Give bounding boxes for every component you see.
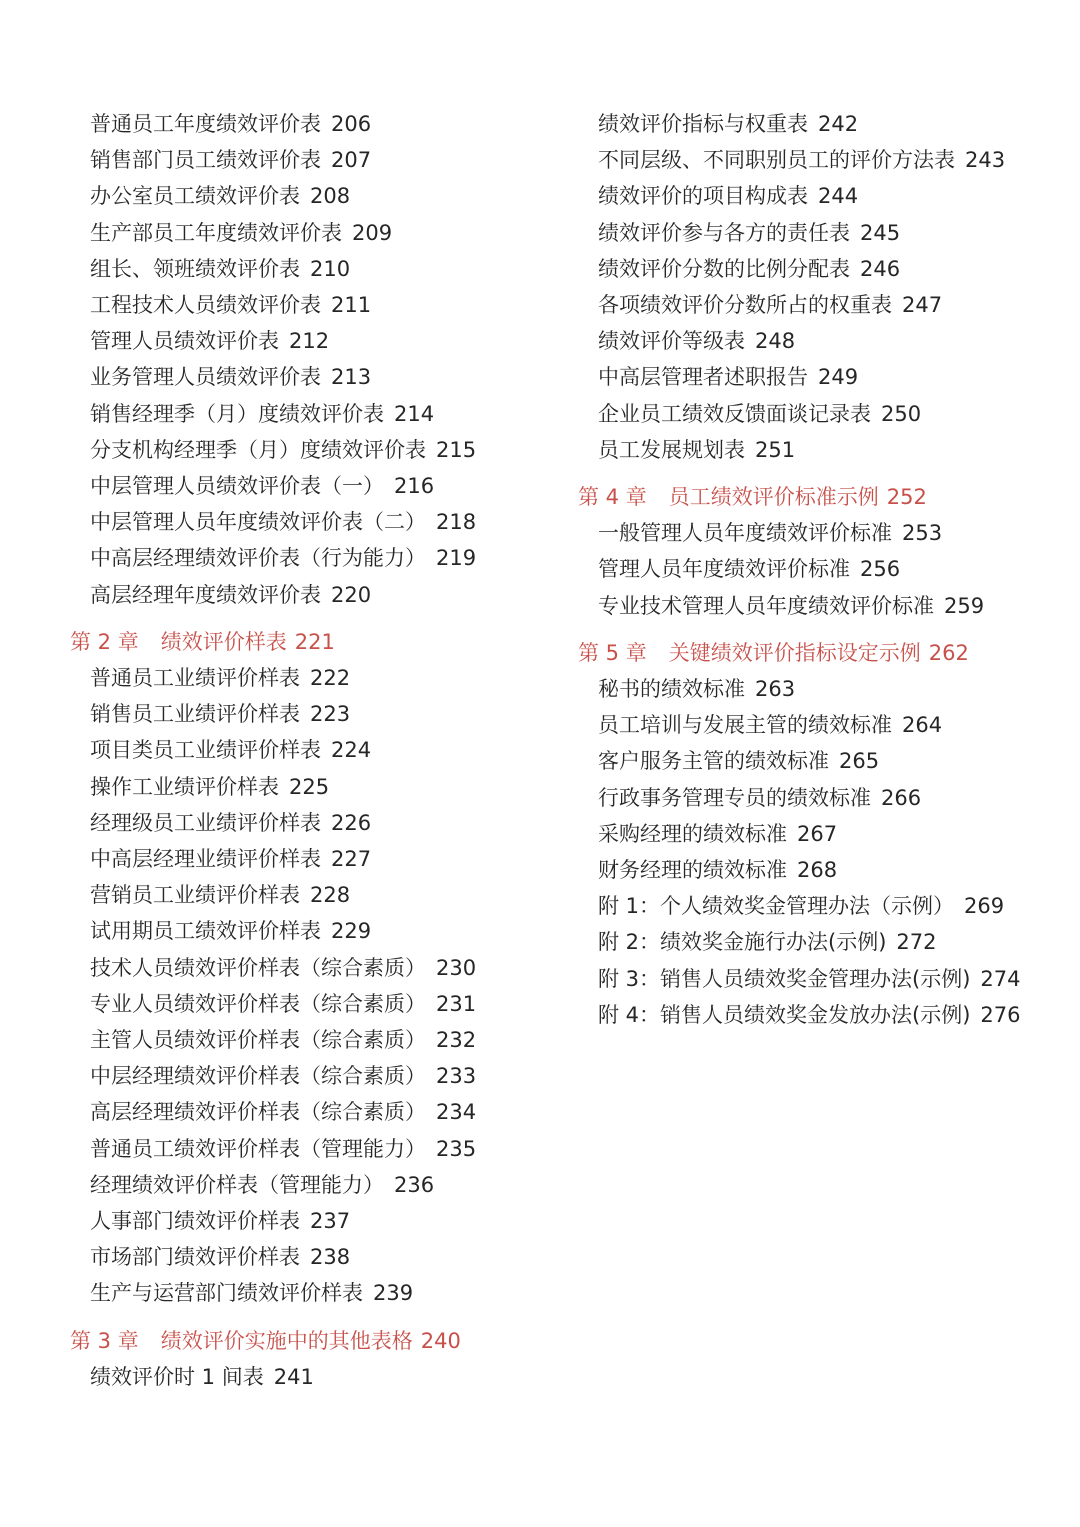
entry-page-number: 276	[980, 1002, 1021, 1027]
toc-entry[interactable]	[90, 916, 371, 946]
toc-entry[interactable]	[90, 1097, 476, 1127]
entry-title: 市场部门绩效评价样表	[90, 1245, 300, 1270]
toc-entry[interactable]	[598, 891, 1004, 921]
entry-title: 企业员工绩效反馈面谈记录表	[598, 401, 871, 426]
entry-title: 中高层经理绩效评价表（行为能力）	[90, 546, 426, 571]
entry-title: 项目类员工业绩评价样表	[90, 738, 321, 763]
entry-title: 工程技术人员绩效评价表	[90, 293, 321, 317]
entry-title: 采购经理的绩效标准	[598, 821, 787, 846]
entry-page-number: 211	[331, 293, 372, 317]
entry-page-number: 248	[755, 329, 796, 354]
entry-page-number: 267	[797, 821, 838, 846]
entry-page-number: 223	[310, 702, 351, 727]
entry-page-number: 224	[331, 738, 372, 763]
entry-page-number: 250	[881, 401, 922, 426]
entry-title: 销售经理季（月）度绩效评价表	[90, 401, 384, 426]
entry-title: 绩效评价时 1 间表	[90, 1364, 264, 1389]
entry-title: 管理人员绩效评价表	[90, 329, 279, 354]
entry-title: 绩效评价的项目构成表	[598, 184, 808, 209]
entry-title: 高层经理绩效评价样表（综合素质）	[90, 1100, 426, 1125]
chapter-page-number: 240	[420, 1328, 461, 1353]
entry-page-number: 212	[289, 329, 330, 354]
entry-page-number: 227	[331, 847, 372, 871]
entry-title: 办公室员工绩效评价表	[90, 184, 300, 209]
entry-page-number: 208	[310, 184, 351, 209]
toc-entry[interactable]	[598, 554, 900, 584]
entry-title: 员工培训与发展主管的绩效标准	[598, 713, 892, 738]
entry-page-number: 219	[436, 546, 477, 571]
toc-entry[interactable]	[90, 1134, 476, 1164]
entry-page-number: 225	[289, 774, 330, 799]
entry-page-number: 213	[331, 365, 372, 390]
toc-entry[interactable]	[598, 855, 837, 885]
chapter-number: 第 2 章	[70, 629, 139, 654]
toc-entry[interactable]	[90, 1061, 476, 1091]
entry-page-number: 272	[896, 930, 937, 955]
toc-entry[interactable]	[598, 783, 921, 813]
toc-entry[interactable]	[598, 819, 837, 849]
toc-entry[interactable]	[90, 1362, 314, 1392]
toc-entry[interactable]	[598, 518, 942, 548]
entry-title: 绩效评价等级表	[598, 329, 745, 354]
entry-page-number: 209	[352, 220, 393, 245]
toc-chapter-heading[interactable]	[70, 1326, 461, 1356]
toc-entry[interactable]	[598, 927, 937, 957]
entry-title: 管理人员年度绩效评价标准	[598, 557, 850, 582]
entry-title: 附 3：销售人员绩效奖金管理办法(示例)	[598, 966, 971, 991]
entry-title: 普通员工年度绩效评价表	[90, 112, 321, 136]
toc-entry[interactable]	[598, 710, 942, 740]
chapter-title: 绩效评价样表	[160, 629, 287, 654]
entry-title: 员工发展规划表	[598, 437, 745, 462]
entry-page-number: 238	[310, 1245, 351, 1270]
toc-entry[interactable]	[598, 1000, 1021, 1030]
entry-title: 营销员工业绩评价样表	[90, 883, 300, 908]
toc-entry[interactable]	[90, 844, 371, 874]
entry-page-number: 269	[964, 894, 1005, 919]
entry-title: 客户服务主管的绩效标准	[598, 749, 829, 774]
toc-entry[interactable]	[598, 399, 921, 429]
toc-entry[interactable]	[90, 109, 371, 139]
entry-page-number: 264	[902, 713, 943, 738]
entry-page-number: 222	[310, 666, 351, 690]
chapter-page-number: 221	[294, 629, 335, 654]
entry-page-number: 239	[373, 1281, 414, 1306]
entry-title: 中层管理人员绩效评价表（一）	[90, 474, 384, 498]
entry-title: 附 1：个人绩效奖金管理办法（示例）	[598, 894, 955, 919]
entry-title: 人事部门绩效评价样表	[90, 1209, 300, 1233]
entry-page-number: 265	[839, 749, 880, 774]
toc-chapter-heading[interactable]	[70, 627, 335, 657]
entry-title: 专业技术管理人员年度绩效评价标准	[598, 593, 934, 618]
toc-entry[interactable]	[598, 290, 942, 320]
entry-title: 绩效评价指标与权重表	[598, 112, 808, 136]
entry-page-number: 249	[818, 365, 859, 390]
chapter-title: 关键绩效评价指标设定示例	[668, 640, 921, 665]
toc-entry[interactable]	[90, 1242, 350, 1272]
toc-entry[interactable]	[90, 362, 371, 392]
entry-title: 销售员工业绩评价样表	[90, 702, 300, 727]
entry-page-number: 274	[980, 966, 1021, 991]
toc-entry[interactable]	[598, 218, 900, 248]
toc-entry[interactable]	[598, 964, 1021, 994]
entry-page-number: 218	[436, 510, 477, 535]
entry-page-number: 242	[818, 112, 859, 136]
entry-title: 经理级员工业绩评价样表	[90, 810, 321, 835]
entry-title: 中高层经理业绩评价样表	[90, 847, 321, 871]
toc-entry[interactable]	[90, 953, 476, 983]
entry-page-number: 232	[436, 1028, 477, 1052]
toc-entry[interactable]	[90, 1278, 413, 1308]
chapter-number: 第 4 章	[578, 485, 647, 509]
entry-title: 生产部员工年度绩效评价表	[90, 220, 342, 245]
toc-entry[interactable]	[90, 880, 350, 910]
entry-page-number: 233	[436, 1064, 477, 1089]
entry-title: 技术人员绩效评价样表（综合素质）	[90, 955, 426, 980]
entry-title: 一般管理人员年度绩效评价标准	[598, 521, 892, 546]
entry-title: 各项绩效评价分数所占的权重表	[598, 293, 892, 317]
toc-entry[interactable]	[90, 772, 329, 802]
entry-title: 普通员工绩效评价样表（管理能力）	[90, 1136, 426, 1161]
entry-page-number: 207	[331, 148, 372, 173]
entry-title: 行政事务管理专员的绩效标准	[598, 785, 871, 810]
entry-page-number: 226	[331, 810, 372, 835]
toc-entry[interactable]	[598, 145, 1005, 175]
entry-page-number: 243	[965, 148, 1006, 173]
entry-page-number: 256	[860, 557, 901, 582]
entry-page-number: 247	[902, 293, 943, 317]
entry-page-number: 244	[818, 184, 859, 209]
entry-page-number: 229	[331, 919, 372, 944]
entry-page-number: 235	[436, 1136, 477, 1161]
entry-page-number: 245	[860, 220, 901, 245]
entry-title: 组长、领班绩效评价表	[90, 256, 300, 281]
entry-title: 销售部门员工绩效评价表	[90, 148, 321, 173]
entry-page-number: 237	[310, 1209, 351, 1233]
entry-title: 中层经理绩效评价样表（综合素质）	[90, 1064, 426, 1089]
toc-entry[interactable]	[90, 580, 371, 610]
toc-entry[interactable]	[598, 591, 984, 621]
entry-title: 附 4：销售人员绩效奖金发放办法(示例)	[598, 1002, 971, 1027]
entry-page-number: 268	[797, 858, 838, 882]
entry-title: 业务管理人员绩效评价表	[90, 365, 321, 390]
chapter-number: 第 3 章	[70, 1328, 139, 1353]
toc-entry[interactable]	[598, 326, 795, 356]
entry-page-number: 214	[394, 401, 435, 426]
entry-title: 绩效评价分数的比例分配表	[598, 256, 850, 281]
entry-title: 高层经理年度绩效评价表	[90, 582, 321, 607]
entry-page-number: 266	[881, 785, 922, 810]
entry-title: 财务经理的绩效标准	[598, 858, 787, 882]
entry-page-number: 259	[944, 593, 985, 618]
entry-title: 不同层级、不同职别员工的评价方法表	[598, 148, 955, 173]
entry-page-number: 215	[436, 437, 477, 462]
entry-page-number: 220	[331, 582, 372, 607]
toc-entry[interactable]	[90, 507, 476, 537]
entry-title: 试用期员工绩效评价样表	[90, 919, 321, 944]
chapter-page-number: 262	[928, 640, 969, 665]
toc-entry[interactable]	[598, 109, 858, 139]
toc-entry[interactable]	[90, 543, 476, 573]
toc-entry[interactable]	[90, 435, 476, 465]
toc-entry[interactable]	[90, 326, 329, 356]
entry-page-number: 216	[394, 474, 435, 498]
toc-entry[interactable]	[598, 181, 858, 211]
toc-entry[interactable]	[90, 663, 350, 693]
entry-page-number: 251	[755, 437, 796, 462]
entry-page-number: 228	[310, 883, 351, 908]
toc-entry[interactable]	[90, 1206, 350, 1236]
toc-entry[interactable]	[90, 399, 434, 429]
toc-entry[interactable]	[90, 254, 350, 284]
toc-entry[interactable]	[90, 290, 371, 320]
toc-entry[interactable]	[90, 735, 371, 765]
entry-page-number: 253	[902, 521, 943, 546]
entry-title: 专业人员绩效评价样表（综合素质）	[90, 991, 426, 1016]
chapter-number: 第 5 章	[578, 640, 647, 665]
toc-entry[interactable]	[90, 218, 392, 248]
entry-title: 附 2：绩效奖金施行办法(示例)	[598, 930, 887, 955]
toc-entry[interactable]	[598, 254, 900, 284]
toc-chapter-heading[interactable]	[578, 638, 969, 668]
entry-title: 分支机构经理季（月）度绩效评价表	[90, 437, 426, 462]
entry-page-number: 236	[394, 1172, 435, 1197]
entry-page-number: 234	[436, 1100, 477, 1125]
chapter-title: 员工绩效评价标准示例	[668, 485, 879, 509]
toc-entry[interactable]	[90, 471, 434, 501]
chapter-title: 绩效评价实施中的其他表格	[160, 1328, 413, 1353]
entry-title: 中高层管理者述职报告	[598, 365, 808, 390]
entry-title: 操作工业绩评价样表	[90, 774, 279, 799]
toc-chapter-heading[interactable]	[578, 482, 927, 512]
entry-page-number: 230	[436, 955, 477, 980]
toc-entry[interactable]	[598, 746, 879, 776]
toc-entry[interactable]	[90, 181, 350, 211]
entry-title: 绩效评价参与各方的责任表	[598, 220, 850, 245]
entry-page-number: 263	[755, 677, 796, 701]
entry-title: 生产与运营部门绩效评价样表	[90, 1281, 363, 1306]
entry-title: 经理绩效评价样表（管理能力）	[90, 1172, 384, 1197]
entry-title: 主管人员绩效评价样表（综合素质）	[90, 1028, 426, 1052]
entry-page-number: 210	[310, 256, 351, 281]
entry-title: 中层管理人员年度绩效评价表（二）	[90, 510, 426, 535]
entry-title: 普通员工业绩评价样表	[90, 666, 300, 690]
toc-entry[interactable]	[90, 989, 476, 1019]
toc-entry[interactable]	[90, 1025, 476, 1055]
toc-entry[interactable]	[90, 1170, 434, 1200]
entry-page-number: 241	[273, 1364, 314, 1389]
entry-page-number: 206	[331, 112, 372, 136]
toc-entry[interactable]	[90, 808, 371, 838]
chapter-page-number: 252	[886, 485, 927, 509]
toc-entry[interactable]	[90, 699, 350, 729]
entry-title: 秘书的绩效标准	[598, 677, 745, 701]
entry-page-number: 231	[436, 991, 477, 1016]
toc-entry[interactable]	[598, 674, 795, 704]
toc-entry[interactable]	[598, 435, 795, 465]
toc-entry[interactable]	[90, 145, 371, 175]
toc-entry[interactable]	[598, 362, 858, 392]
entry-page-number: 246	[860, 256, 901, 281]
